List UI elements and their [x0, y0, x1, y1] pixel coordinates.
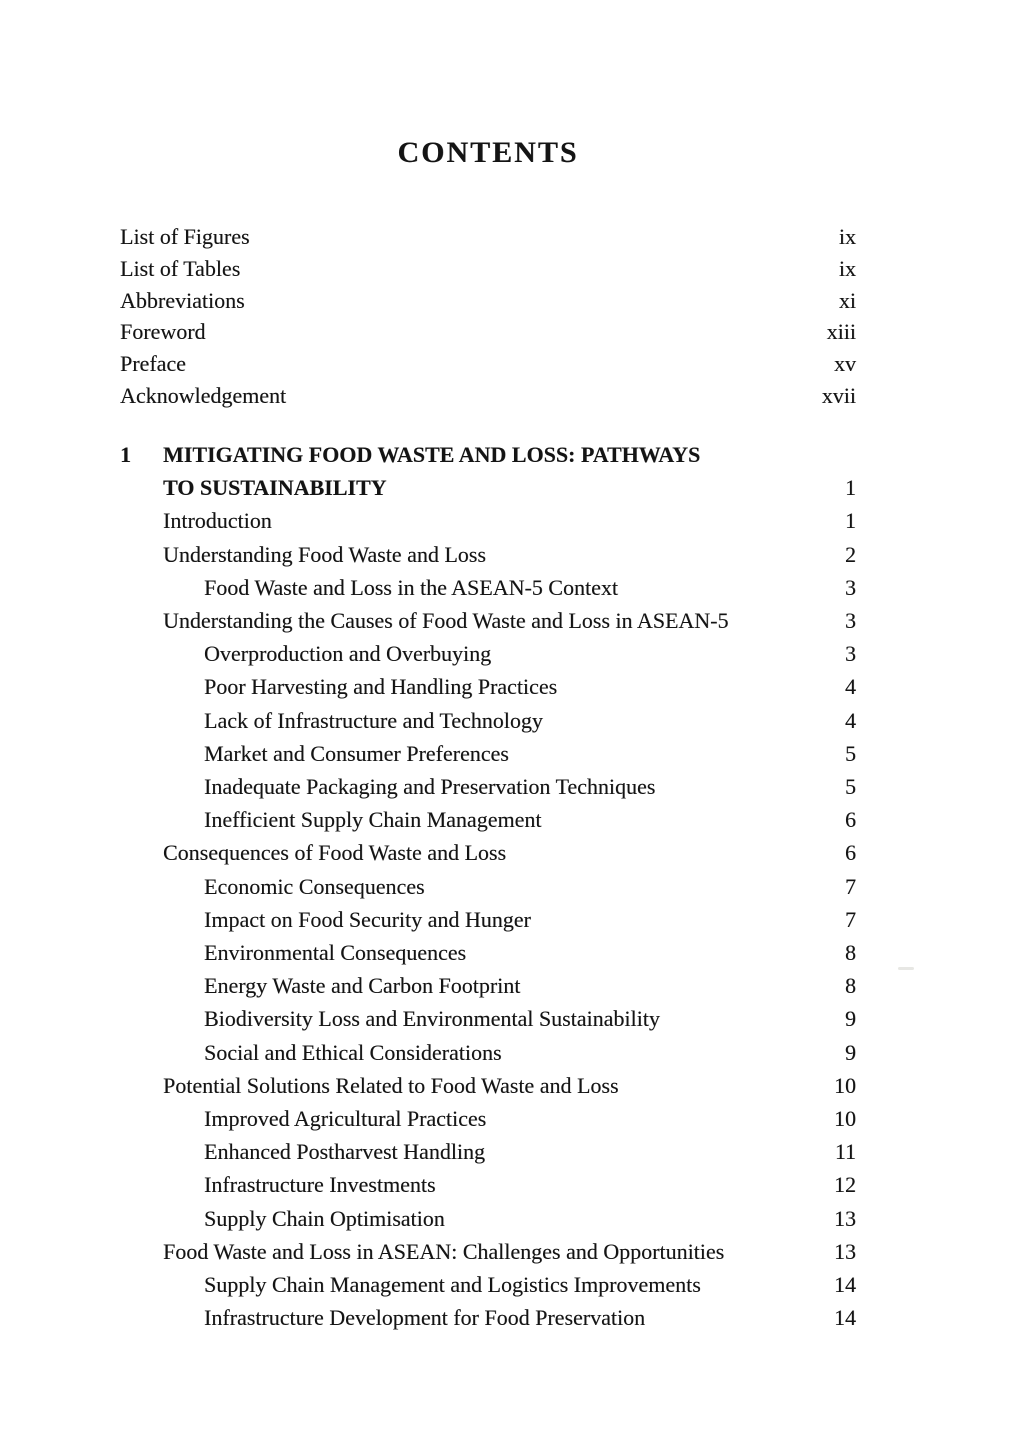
toc-entry-label: Food Waste and Loss in the ASEAN-5 Context [204, 574, 618, 600]
toc-entry-label: Preface [120, 351, 186, 377]
toc-page-number: 4 [845, 674, 856, 700]
chapter-title-line-1: MITIGATING FOOD WASTE AND LOSS: PATHWAYS [163, 442, 701, 467]
toc-page-number: 8 [845, 940, 856, 966]
toc-page-number: 4 [845, 707, 856, 733]
toc-row [120, 1069, 856, 1102]
toc-page-number: 7 [845, 906, 856, 932]
toc-page-number: 6 [845, 807, 856, 833]
toc-entry-label: Consequences of Food Waste and Loss [163, 840, 507, 866]
toc-row [120, 637, 856, 670]
chapter-number: 1 [120, 442, 131, 467]
toc-entry-label: Introduction [163, 508, 272, 534]
toc-entry-label: List of Figures [120, 224, 250, 249]
toc-entry-label: Economic Consequences [204, 873, 425, 899]
toc-row [120, 604, 856, 637]
toc-page-number: 1 [845, 508, 856, 534]
toc-entry-label: Poor Harvesting and Handling Practices [204, 674, 558, 700]
toc-page-number: 1 [845, 475, 856, 501]
toc-row [120, 1102, 856, 1135]
toc-row [120, 770, 856, 803]
toc-page-number: 2 [845, 541, 856, 567]
toc-entry-label: Inadequate Packaging and Preservation Techniques [204, 774, 656, 800]
toc-row [120, 737, 856, 770]
toc-row [120, 670, 856, 703]
toc-entry-label: Supply Chain Management and Logistics Improvements [204, 1272, 701, 1298]
toc-page-number: 14 [834, 1272, 856, 1298]
toc-page-number: xv [834, 351, 856, 377]
toc-entry-label: Improved Agricultural Practices [204, 1106, 487, 1132]
toc-page-number: xvii [821, 382, 856, 408]
toc-entry-label: Infrastructure Development for Food Preservation [204, 1305, 646, 1331]
toc-entry-label: Potential Solutions Related to Food Waste and Loss [163, 1072, 619, 1098]
toc-row [120, 253, 856, 285]
toc-entry-label: Food Waste and Loss in ASEAN: Challenges and Opportunities [163, 1238, 725, 1264]
chapter-toc [120, 438, 856, 1334]
toc-row [120, 836, 856, 869]
toc-row [120, 571, 856, 604]
toc-row [120, 1268, 856, 1301]
toc-row [120, 704, 856, 737]
toc-page-number: 3 [845, 641, 856, 667]
toc-row [120, 504, 856, 537]
toc-page-number: ix [838, 255, 856, 281]
toc-row [120, 285, 856, 317]
toc-page-number: xiii [826, 319, 856, 345]
toc-row [120, 380, 856, 412]
toc-entry-label: Enhanced Postharvest Handling [204, 1139, 486, 1165]
toc-page-number: 13 [834, 1238, 856, 1264]
toc-row [120, 1202, 856, 1235]
toc-entry-label: Infrastructure Investments [204, 1172, 436, 1198]
toc-row [120, 1036, 856, 1069]
toc-row [120, 803, 856, 836]
toc-entry-label: Energy Waste and Carbon Footprint [204, 973, 521, 999]
toc-page-number: 8 [845, 973, 856, 999]
page-title: CONTENTS [397, 136, 579, 169]
chapter-title-row [120, 471, 856, 504]
toc-page-number: 13 [834, 1205, 856, 1231]
toc-page-number: 5 [845, 774, 856, 800]
toc-page-number: 7 [845, 873, 856, 899]
toc-page-number: 14 [834, 1305, 856, 1331]
toc-entry-label: Understanding Food Waste and Loss [163, 541, 486, 567]
toc-entry-label: Lack of Infrastructure and Technology [204, 707, 543, 733]
toc-page-number: 9 [845, 1039, 856, 1065]
chapter-title-row [120, 438, 856, 471]
toc-entry-label: Social and Ethical Considerations [204, 1039, 502, 1065]
front-matter-list [120, 221, 856, 412]
toc-page-number: 12 [834, 1172, 856, 1198]
toc-row [120, 903, 856, 936]
toc-row [120, 1002, 856, 1035]
toc-entry-label: Environmental Consequences [204, 940, 467, 966]
toc-page-number: 10 [834, 1106, 856, 1132]
toc-page-number: 3 [845, 608, 856, 634]
toc-row [120, 1235, 856, 1268]
toc-row [120, 221, 856, 253]
toc-page-number: xi [838, 287, 856, 313]
toc-page-number: 3 [845, 574, 856, 600]
toc-page-number: ix [838, 224, 856, 249]
toc-row [120, 1301, 856, 1334]
toc-row [120, 870, 856, 903]
toc-page-number: 10 [834, 1072, 856, 1098]
toc-entry-label: Biodiversity Loss and Environmental Sustainability [204, 1006, 660, 1032]
toc-entry-label: Acknowledgement [120, 382, 287, 408]
toc-entry-label: Market and Consumer Preferences [204, 740, 509, 766]
toc-page-number: 5 [845, 740, 856, 766]
toc-entry-label: List of Tables [120, 255, 241, 281]
chapter-title-line-2: TO SUSTAINABILITY [163, 475, 387, 501]
toc-page-number: 9 [845, 1006, 856, 1032]
toc-page-number: 6 [845, 840, 856, 866]
toc-entry-label: Overproduction and Overbuying [204, 641, 492, 667]
toc-row [120, 969, 856, 1002]
toc-row [120, 348, 856, 380]
toc-entry-label: Foreword [120, 319, 206, 345]
scan-smudge-artifact [898, 967, 914, 970]
toc-entry-label: Abbreviations [120, 287, 245, 313]
toc-entry-label: Impact on Food Security and Hunger [204, 906, 531, 932]
toc-row [120, 1135, 856, 1168]
toc-row [120, 316, 856, 348]
toc-row [120, 538, 856, 571]
toc-entry-label: Inefficient Supply Chain Management [204, 807, 542, 833]
toc-page-number: 11 [834, 1139, 856, 1165]
toc-row [120, 1168, 856, 1201]
toc-row [120, 936, 856, 969]
toc-entry-label: Supply Chain Optimisation [204, 1205, 445, 1231]
toc-entry-label: Understanding the Causes of Food Waste and Loss in ASEAN-5 [163, 608, 729, 634]
